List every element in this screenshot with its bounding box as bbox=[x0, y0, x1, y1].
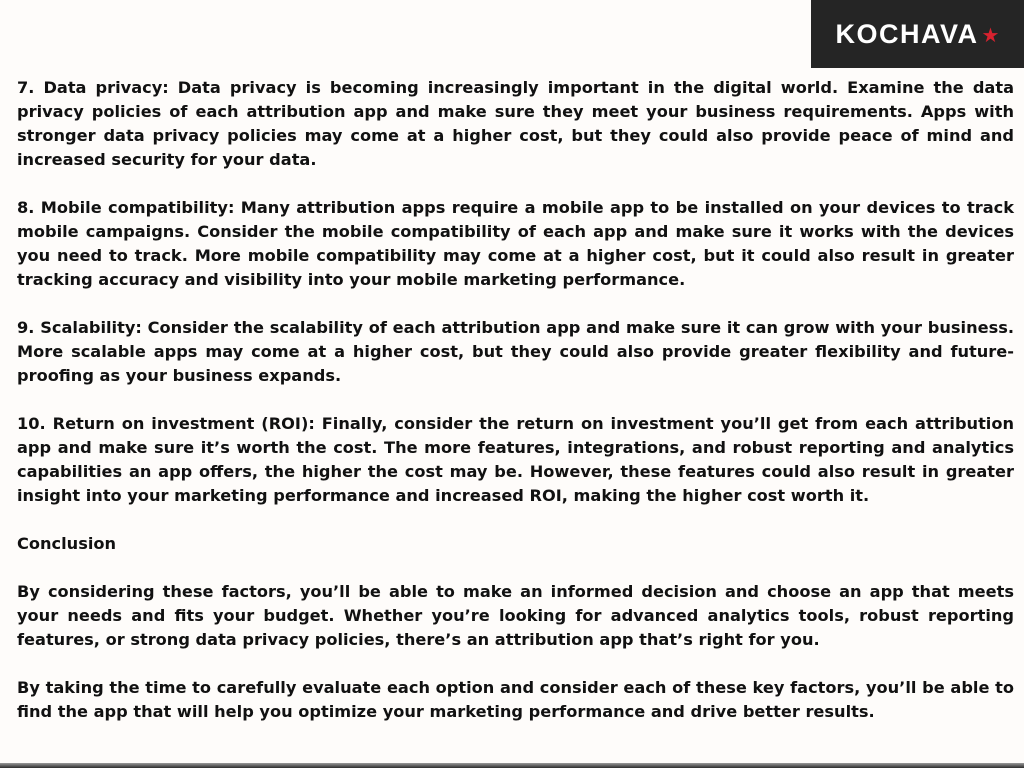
factor-data-privacy: 7. Data privacy: Data privacy is becoming increasingly important in the digital world. Examine the data privacy policies of each attribution app and make sure they meet your business requirements. Apps with stronger data privacy policies may come at a higher cost, but they could also provide peace of mind and increased security for your data. bbox=[17, 78, 1014, 169]
kochava-logo bbox=[811, 0, 1024, 68]
logo-wordmark: KOCHAVA bbox=[835, 18, 979, 49]
factor-mobile-compatibility: 8. Mobile compatibility: Many attribution apps require a mobile app to be installed on your devices to track mobile campaigns. Consider the mobile compatibility of each app and make sure it works with the devices you need to track. More mobile compatibility may come at a higher cost, but it could also result in greater tracking accuracy and visibility into your mobile marketing performance. bbox=[17, 198, 1014, 289]
factor-scalability: 9. Scalability: Consider the scalability of each attribution app and make sure it can grow with your business. More scalable apps may come at a higher cost, but they could also provide greater flexibility and future-proofing as your business expands. bbox=[17, 318, 1014, 385]
star-icon: ★ bbox=[981, 23, 1000, 47]
article-body bbox=[17, 76, 1014, 724]
bottom-divider bbox=[0, 763, 1024, 768]
conclusion-paragraph: By considering these factors, you’ll be able to make an informed decision and choose an app that meets your needs and fits your budget. Whether you’re looking for advanced analytics tools, robust reporting features, or strong data privacy policies, there’s an attribution app that’s right for you. bbox=[17, 582, 1014, 649]
conclusion-heading: Conclusion bbox=[17, 534, 117, 553]
conclusion-paragraph: By taking the time to carefully evaluate each option and consider each of these key factors, you’ll be able to find the app that will help you optimize your marketing performance and drive better results. bbox=[17, 678, 1014, 721]
factor-roi: 10. Return on investment (ROI): Finally, consider the return on investment you’ll get from each attribution app and make sure it’s worth the cost. The more features, integrations, and robust reporting and analytics capabilities an app offers, the higher the cost may be. However, these features could also result in greater insight into your marketing performance and increased ROI, making the higher cost worth it. bbox=[17, 414, 1014, 505]
